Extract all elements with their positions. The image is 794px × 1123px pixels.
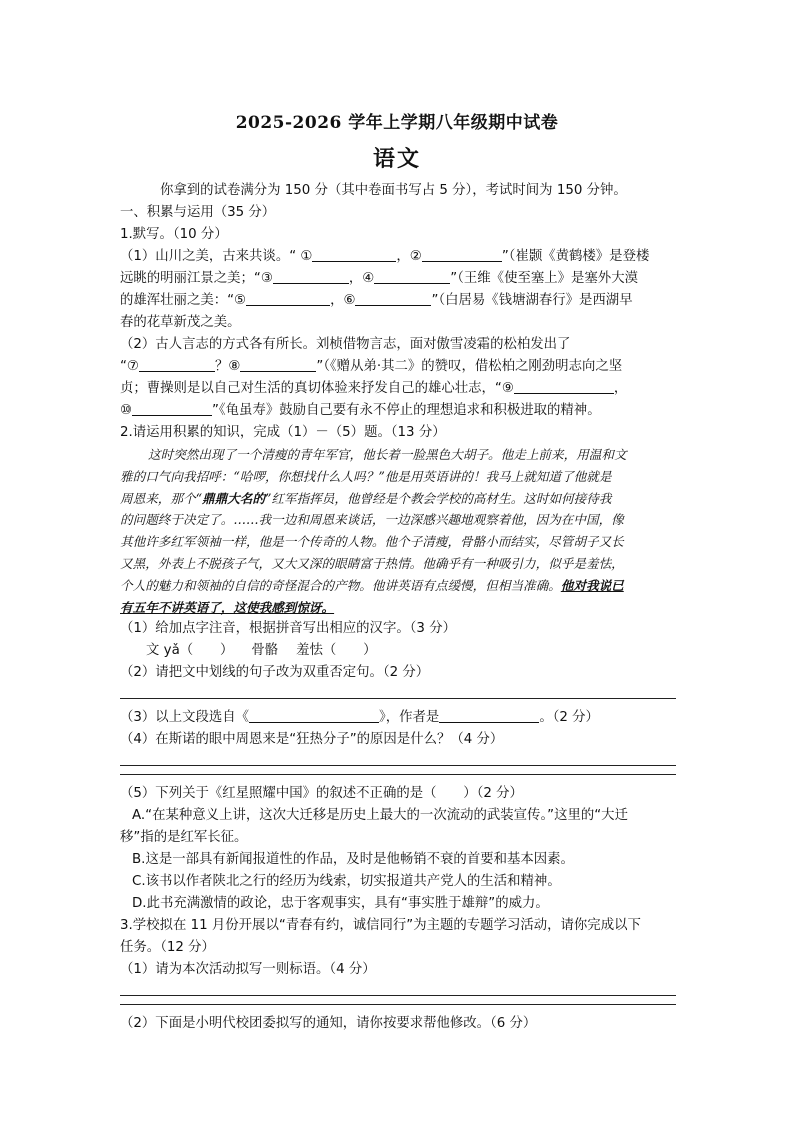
q3-s2: （2）下面是小明代校团委拟写的通知，请你按要求帮他修改。（6 分）: [120, 1016, 537, 1032]
emphasized-phrase: 鼎鼎大名的: [202, 490, 265, 506]
option-a-cont: 移”指的是红军长征。: [120, 830, 248, 846]
passage-line: [120, 575, 676, 597]
underlined-sentence: 有五年不讲英语了，这使我感到惊讶。: [120, 599, 335, 615]
text: 》，作者是: [379, 710, 440, 726]
q2-s1-title: （1）给加点字注音，根据拼音写出相应的汉字。（3 分）: [120, 621, 456, 637]
text: ，: [613, 381, 628, 396]
text: 周恩来，那个“: [120, 490, 203, 506]
q2-s2-title: （2）请把文中划线的句子改为双重否定句。（2 分）: [120, 665, 430, 681]
q3-line2: 任务。（12 分）: [120, 940, 215, 956]
passage-line: 其他许多红军领袖一样，他是一个传奇的人物。他个子清瘦，骨骼小而结实，尽管胡子又长: [120, 534, 624, 550]
q1-p2-line4: [120, 400, 676, 422]
answer-line[interactable]: [120, 774, 676, 775]
text: （3）以上文段选自《: [120, 710, 250, 726]
passage-line: 的问题终于决定了。……我一边和周恩来谈话，一边深感兴趣地观察着他，因为在中国，像: [120, 512, 624, 528]
fill-blank-4[interactable]: [374, 269, 450, 284]
q1-p2-line2: [120, 356, 676, 378]
answer-line[interactable]: [120, 995, 676, 996]
passage-line: 这时突然出现了一个清瘦的青年军官，他长着一脸黑色大胡子。他走上前来，用温和文: [148, 447, 627, 462]
q1-p1-line1: [120, 246, 676, 268]
text: ？⑧: [214, 359, 241, 374]
text: ”（《赠从弟·其二》的赞叹，借松柏之刚劲明志向之坚: [316, 359, 623, 374]
book-title-blank[interactable]: [249, 708, 379, 723]
option-b: B.这是一部具有新闻报道性的作品，及时是他畅销不衰的首要和基本因素。: [132, 852, 574, 868]
fill-blank-3[interactable]: [273, 269, 349, 284]
text: 。（2 分）: [539, 710, 599, 726]
pinyin-item: 骨骼: [251, 643, 279, 659]
exam-intro: 你拿到的试卷满分为 150 分（其中卷面书写占 5 分），考试时间为 150 分钟。: [160, 183, 627, 198]
text: ⑩: [120, 403, 133, 418]
pinyin-item: 羞怯（ ）: [296, 643, 377, 659]
q1-p1-line3: [120, 290, 676, 312]
text: ”（白居易《钱塘湖春行》是西湖早: [431, 293, 633, 308]
text: ”（王维《使至塞上》是塞外大漠: [450, 271, 638, 286]
fill-blank-9[interactable]: [514, 379, 614, 394]
passage-line: [120, 488, 676, 510]
q1-title: 1.默写。（10 分）: [120, 227, 228, 242]
q2-s5-title: （5）下列关于《红星照耀中国》的叙述不正确的是（ ）（2 分）: [120, 786, 523, 802]
text: ”（崔颢《黄鹤楼》是登楼: [501, 249, 650, 264]
q2-title: 2.请运用积累的知识，完成（1）－（5）题。（13 分）: [120, 425, 446, 440]
passage-line: 雅的口气向我招呼：“哈啰，你想找什么人吗？”他是用英语讲的！我马上就知道了他就是: [120, 468, 612, 484]
text: ”红军指挥员，他曾经是个教会学校的高材生。这时如何接待我: [264, 490, 612, 506]
fill-blank-1[interactable]: [312, 247, 396, 262]
text: ”《龟虽寿》鼓励自己要有永不停止的理想追求和积极进取的精神。: [212, 403, 601, 418]
q1-p2-line1: （2）古人言志的方式各有所长。刘桢借物言志，面对傲雪凌霜的松柏发出了: [120, 337, 571, 352]
q1-p2-line3: [120, 378, 676, 400]
underlined-sentence: 他对我说已: [560, 577, 624, 593]
text: “⑦: [120, 359, 139, 374]
option-a: A.“在某种意义上讲，这次大迁移是历史上最大的一次流动的武装宣传。”这里的“大迁: [132, 808, 628, 824]
section-heading: 一、积累与运用（35 分）: [120, 205, 276, 220]
q2-s3: [120, 707, 676, 729]
fill-blank-2[interactable]: [422, 247, 502, 262]
option-c: C.该书以作者陕北之行的经历为线索，切实报道共产党人的生活和精神。: [132, 874, 561, 890]
author-blank[interactable]: [439, 708, 539, 723]
fill-blank-7[interactable]: [139, 357, 215, 372]
text: ，④: [348, 271, 375, 286]
pinyin-item: 文 yǎ（ ）: [146, 643, 234, 659]
fill-blank-6[interactable]: [355, 291, 431, 306]
text: （1）山川之美，古来共谈。“ ①: [120, 249, 313, 264]
answer-line[interactable]: [120, 765, 676, 766]
fill-blank-5[interactable]: [246, 291, 330, 306]
answer-line[interactable]: [120, 1004, 676, 1005]
exam-content: [120, 180, 676, 1035]
passage-line: 又黑，外表上不脱孩子气，又大又深的眼睛富于热情。他确乎有一种吸引力，似乎是羞怯，: [120, 555, 624, 571]
fill-blank-8[interactable]: [240, 357, 316, 372]
subject-title: 语文: [372, 146, 421, 172]
option-d: D.此书充满激情的政论，忠于客观事实，具有“事实胜于雄辩”的威力。: [132, 896, 549, 912]
q1-p1-line4: 春的花草新茂之美。: [120, 315, 241, 330]
q2-s4-title: （4）在斯诺的眼中周恩来是“狂热分子”的原因是什么？（4 分）: [120, 732, 504, 748]
reading-passage: [120, 444, 676, 618]
text: 远眺的明丽江景之美；“③: [120, 271, 273, 286]
text: 贞；曹操则是以自己对生活的真切体验来抒发自己的雄心壮志，“⑨: [120, 381, 514, 396]
q2-s1-items: [120, 640, 676, 662]
exam-title: 2025-2026 学年上学期八年级期中试卷: [235, 113, 559, 133]
q3-line1: 3.学校拟在 11 月份开展以“青春有约，诚信同行”为主题的专题学习活动，请你完成以下: [120, 918, 641, 934]
fill-blank-10[interactable]: [132, 401, 212, 416]
q3-s1: （1）请为本次活动拟写一则标语。（4 分）: [120, 962, 376, 978]
answer-line[interactable]: [120, 698, 676, 699]
text: 个人的魅力和领袖的自信的奇怪混合的产物。他讲英语有点缓慢，但相当准确。: [120, 577, 561, 593]
text: 的雄浑壮丽之美：“⑤: [120, 293, 247, 308]
text: ，②: [396, 249, 422, 264]
q1-p1-line2: [120, 268, 676, 290]
text: ，⑥: [330, 293, 356, 308]
